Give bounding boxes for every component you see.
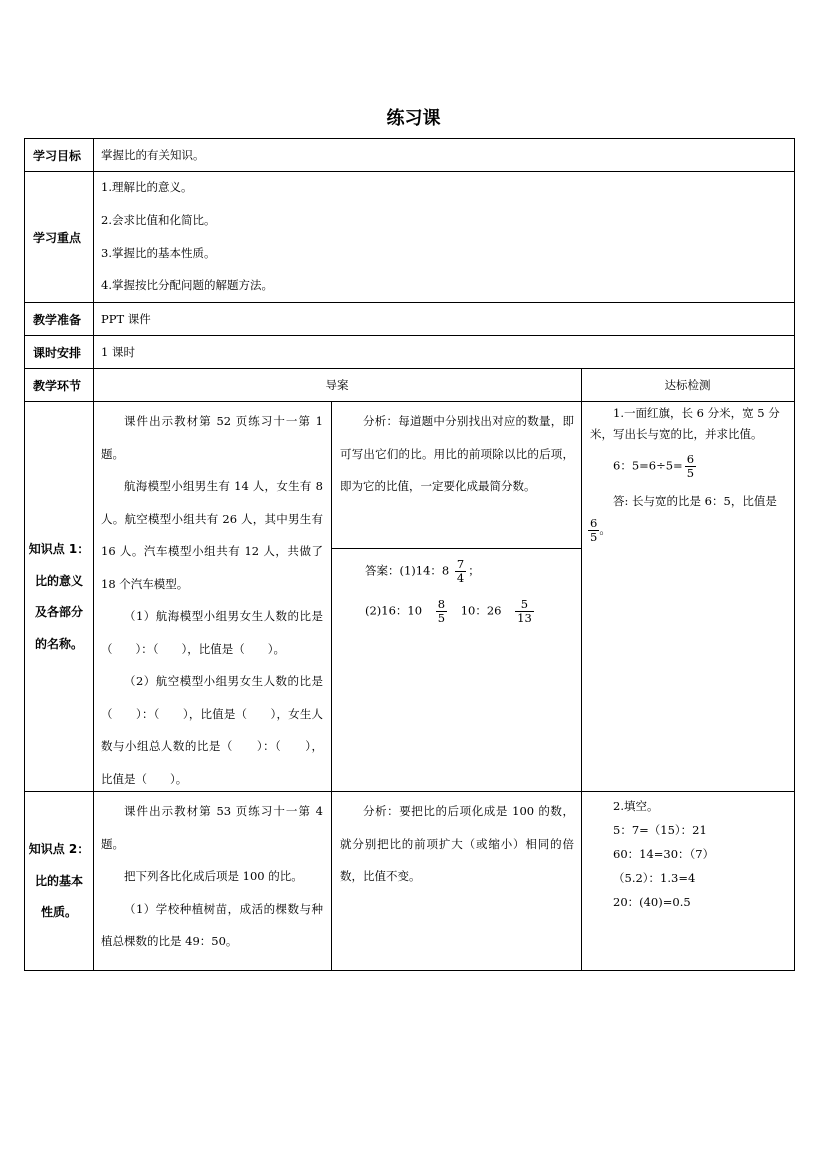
k2-check-line: （5.2）：1.3=4	[613, 871, 696, 885]
k1-answer-fraction: $\frac{7}{4}$	[456, 557, 465, 585]
k2-analysis: 分析：要把比的后项化成是 100 的数，就分别把比的前项扩大（或缩小）相同的倍数，比值不变。	[340, 804, 574, 883]
k1-lesson-para: 航海模型小组男生有 14 人，女生有 8 人。航空模型小组共有 26 人，其中男生有 16 人。汽车模型小组共有 12 人，共做了 18 个汽车模型。	[101, 479, 323, 591]
time-label: 课时安排	[33, 346, 82, 360]
k1-lesson-para: （2）航空模型小组男女生人数的比是（ ）：（ ），比值是（ ），女生人数与小组总人数的比是（ ）：（ ），比值是（ ）。	[101, 674, 323, 786]
k1-label: 知识点 1： 比的意义 及各部分 的名称。	[28, 542, 90, 651]
k2-check-line: 2.填空。	[613, 799, 659, 813]
k2-lesson-para: 把下列各比化成后项是 100 的比。	[124, 869, 303, 883]
table-border-top	[24, 138, 795, 139]
label-column-divider	[93, 138, 94, 970]
k1-answer-line1: 答案：(1)14：8 $\frac{7}{4}$ ；	[365, 557, 480, 585]
key-item: 3.掌握比的基本性质。	[101, 246, 216, 260]
k2-lesson-para: 课件出示教材第 53 页练习十一第 4 题。	[101, 804, 323, 851]
check-column-header: 达标检测	[664, 378, 711, 392]
row-divider	[24, 335, 795, 336]
k2-check	[613, 794, 714, 914]
table-border-bottom	[24, 970, 795, 971]
lesson-column-divider	[331, 401, 332, 970]
key-item: 1.理解比的意义。	[101, 180, 193, 194]
k1-check-fraction: $\frac{6}{5}$	[686, 452, 695, 480]
k1-answer-line2: (2)16：10 $\frac{8}{5}$ 10：26 $\frac{5}{13}$	[365, 597, 532, 625]
k2-lesson	[101, 795, 323, 958]
k2-lesson-para: （1）学校种植树苗，成活的棵数与种植总棵数的比是 49：50。	[101, 901, 323, 948]
row-divider	[24, 302, 795, 303]
row-divider	[24, 401, 795, 402]
k1-analysis: 分析：每道题中分别找出对应的数量，即可写出它们的比。用比的前项除以比的后项，即为它的比值，一定要化成最简分数。	[340, 414, 574, 493]
k1-check-calc: 6：5=6÷5= $\frac{6}{5}$	[613, 452, 695, 480]
analysis-answer-divider	[331, 548, 581, 549]
guide-column-header: 导案	[325, 378, 349, 392]
goal-value: 掌握比的有关知识。	[101, 148, 205, 162]
k2-check-line: 60：14=30：（7）	[613, 847, 715, 861]
page-title: 练习课	[386, 108, 441, 129]
k1-answer-fraction: $\frac{5}{13}$	[517, 597, 532, 625]
section-header-label: 教学环节	[33, 379, 82, 393]
goal-label: 学习目标	[33, 149, 82, 163]
check-column-divider	[581, 368, 582, 970]
k2-check-line: 5：7=（15）：21	[613, 823, 707, 837]
k1-lesson-para: 课件出示教材第 52 页练习十一第 1 题。	[101, 414, 323, 461]
k1-answer-fraction: $\frac{8}{5}$	[437, 597, 446, 625]
k1-lesson	[101, 405, 323, 795]
k2-check-line: 20：(40)=0.5	[613, 895, 691, 909]
table-border-left	[24, 138, 25, 970]
k1-check-answer-fraction: $\frac{6}{5}$ 。	[590, 516, 611, 544]
k1-lesson-para: （1）航海模型小组男女生人数的比是（ ）：（ ），比值是（ ）。	[101, 609, 323, 656]
k1-check-answer: 答: 长与宽的比是 6：5，比值是	[613, 494, 777, 508]
key-item: 4.掌握按比分配问题的解题方法。	[101, 278, 273, 292]
table-border-right	[794, 138, 795, 970]
prep-value: PPT 课件	[101, 312, 151, 326]
row-divider	[24, 368, 795, 369]
row-divider	[24, 171, 795, 172]
key-label: 学习重点	[33, 231, 82, 245]
k1-check-question: 1.一面红旗，长 6 分米，宽 5 分米，写出长与宽的比，并求比值。	[590, 406, 780, 441]
prep-label: 教学准备	[33, 313, 82, 327]
time-value: 1 课时	[101, 345, 135, 359]
k2-label: 知识点 2： 比的基本 性质。	[28, 842, 90, 919]
key-item: 2.会求比值和化简比。	[101, 213, 216, 227]
